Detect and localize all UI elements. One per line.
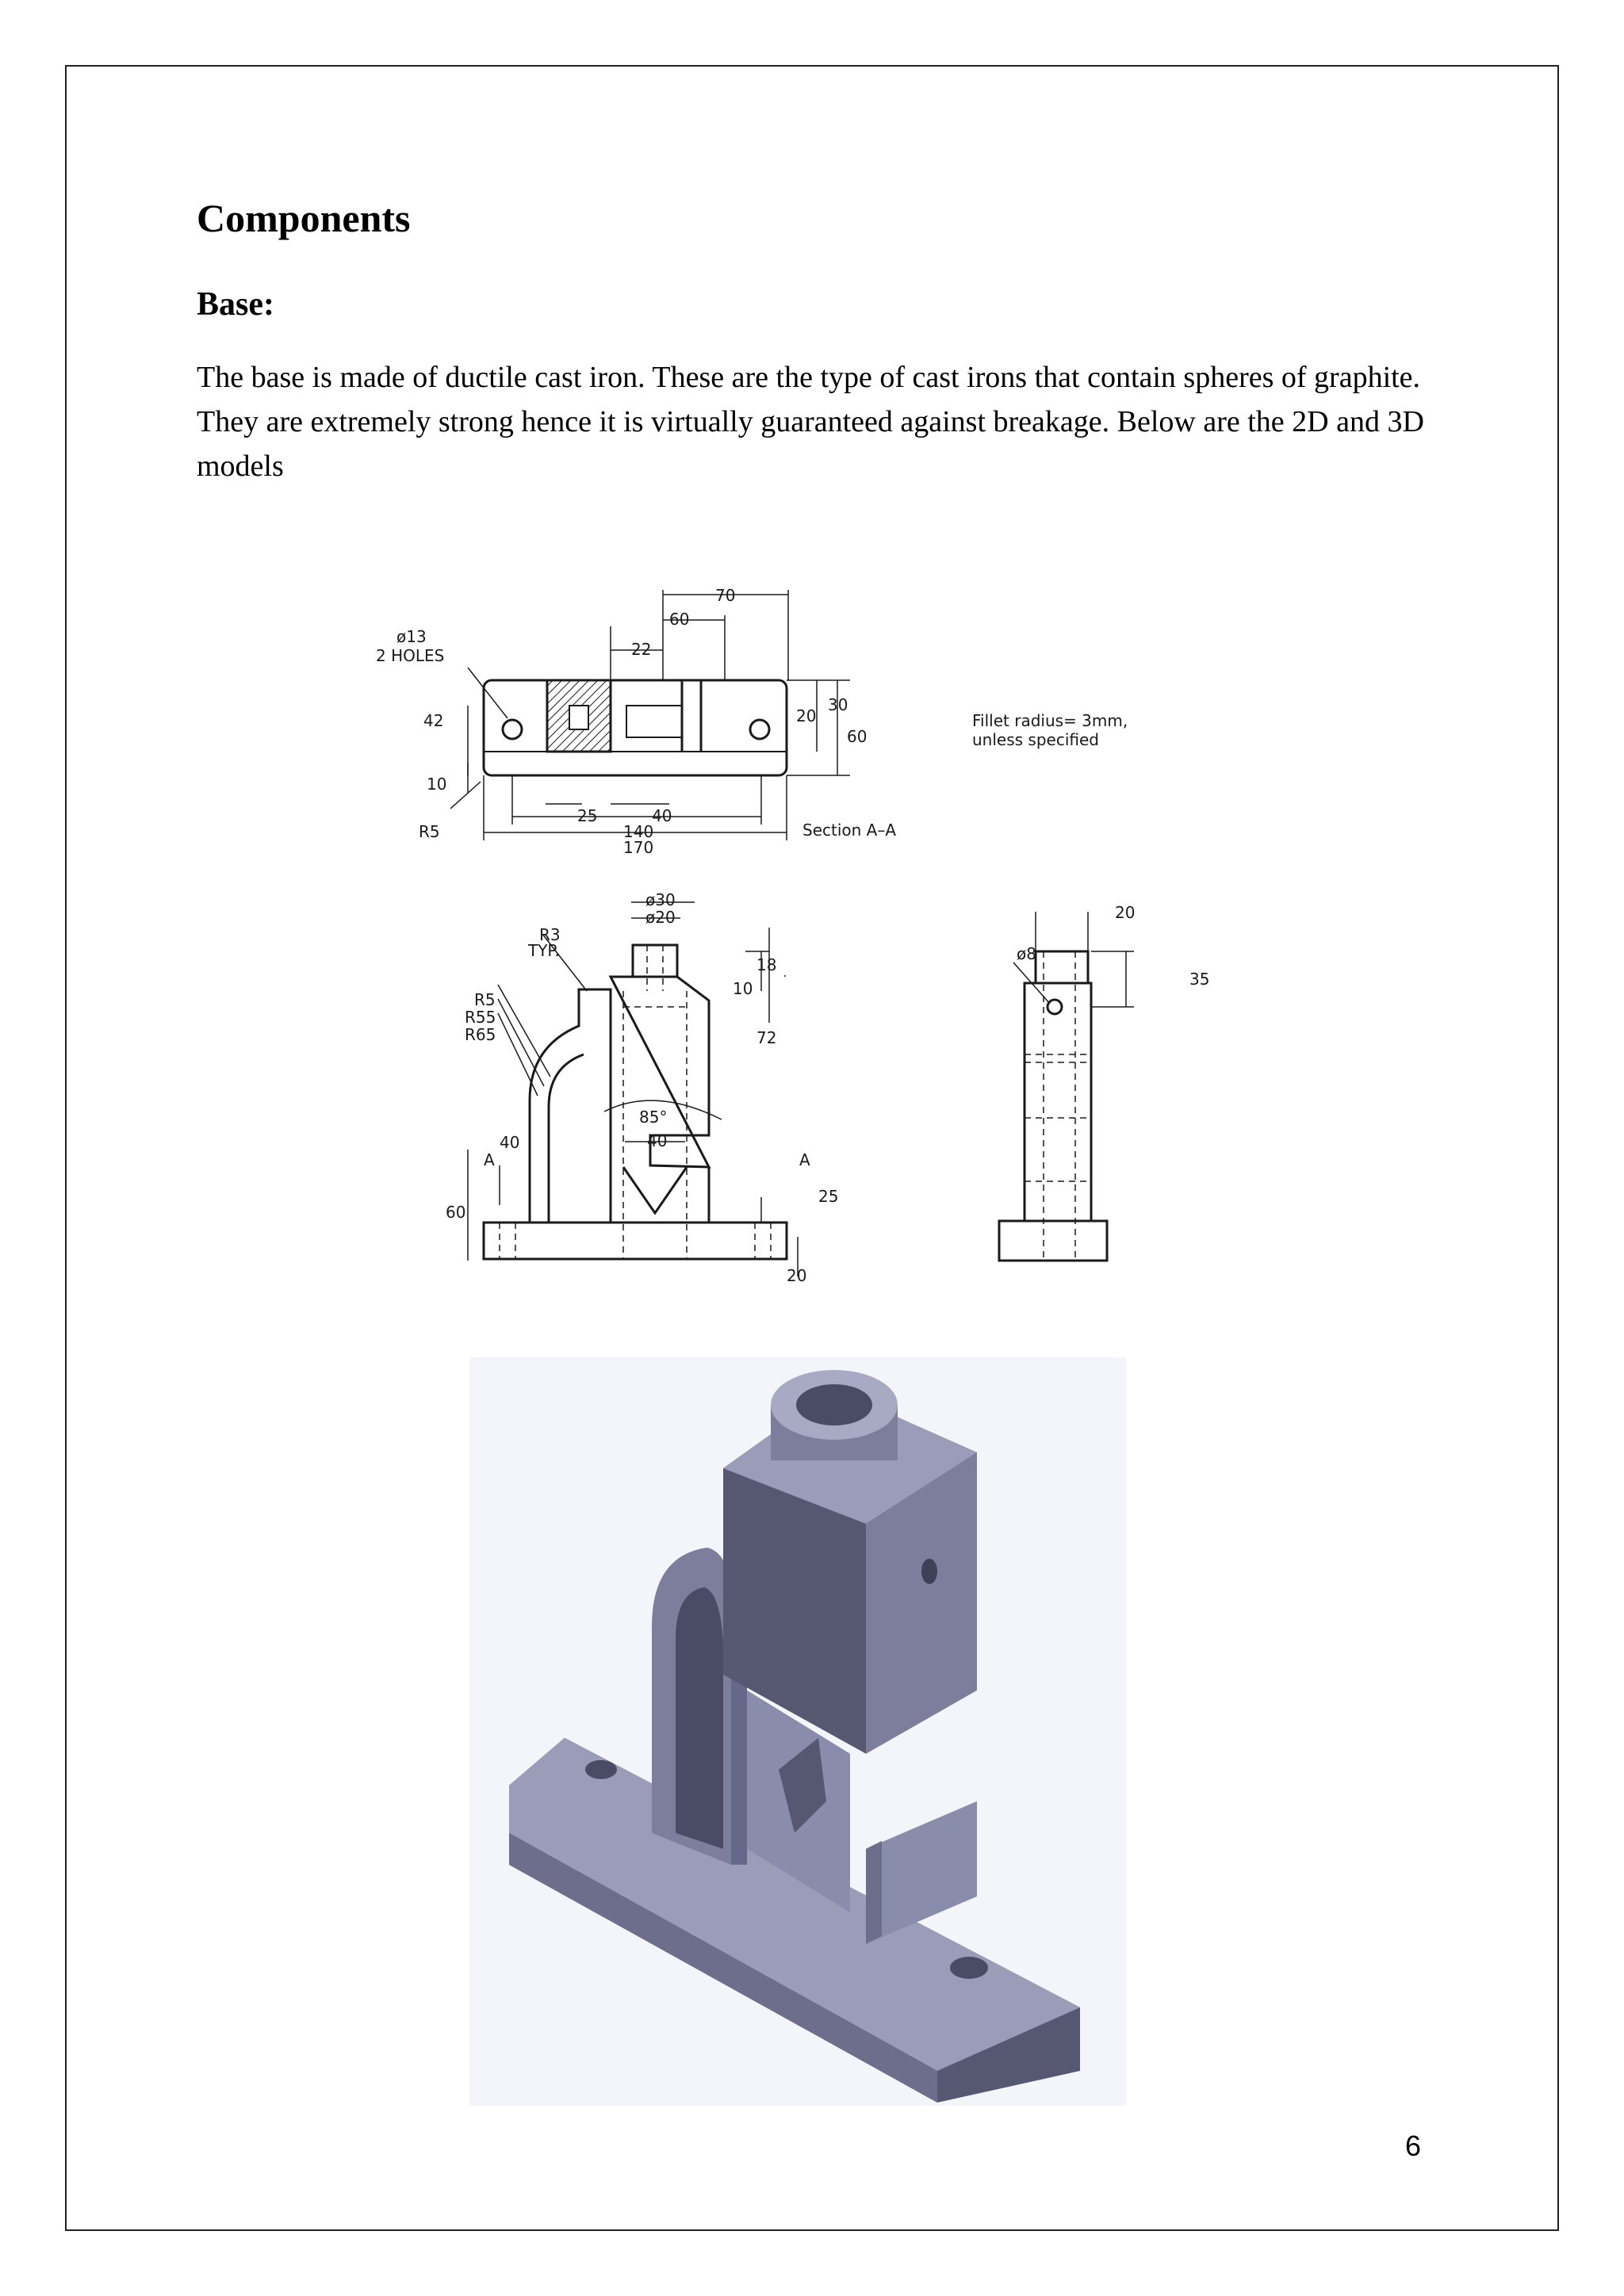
front-base [484,1223,787,1259]
page-number: 6 [1405,2130,1422,2162]
front-arch-outer [530,989,611,1223]
dim-40: 40 [652,806,672,825]
dim-25: 25 [577,806,598,825]
side-dia-8: ø8 [1017,944,1036,963]
engineering-drawing [349,579,1253,1308]
dia-20: ø20 [645,908,676,927]
dim-170: 170 [623,838,654,857]
dia-30: ø30 [645,890,676,909]
dim-40-left: 40 [500,1133,520,1152]
section-heading: Components [197,196,411,240]
radius-r5: R5 [419,822,440,841]
hole-dia-label: ø13 [396,627,427,646]
side-base [999,1221,1107,1261]
dim-30: 30 [828,695,848,714]
side-body [1025,983,1091,1221]
dim-42: 42 [423,711,444,730]
dim-70: 70 [715,586,736,605]
section-a-left: A [484,1150,495,1169]
section-label: Section A–A [802,821,897,840]
hole-count-label: 2 HOLES [376,646,445,665]
r5-label: R5 [474,990,496,1009]
hole-right [750,720,769,739]
dim-60-right: 60 [847,727,868,746]
3d-model-render [469,1357,1126,2106]
angle-85: 85° [639,1108,668,1127]
subsection-heading: Base: [197,286,274,323]
note-line-2: unless specified [972,730,1099,749]
body-paragraph: The base is made of ductile cast iron. These are the type of cast irons that contain spheres of graphite. They are extremely strong hence it is virtually guaranteed against breakage. Below are the 2D and 3D models [197,361,1424,483]
section-outline [484,680,787,775]
side-dim-20: 20 [1115,903,1136,922]
dim-40-mid: 40 [647,1131,668,1150]
dim-20: 20 [796,706,817,725]
section-a-right: A [799,1150,810,1169]
r3-label: R3 [539,925,561,944]
dim-25-front: 25 [818,1187,839,1206]
dim-60-top: 60 [669,610,690,629]
dim-10: 10 [427,775,447,794]
r55-label: R55 [465,1008,496,1027]
dim-22: 22 [631,640,652,659]
typ-label: TYP. [528,941,560,960]
hole-left [503,720,522,739]
dim-18: 18 [756,955,777,974]
dim-140: 140 [623,822,654,841]
dim-20-front: 20 [787,1266,807,1285]
side-dim-35: 35 [1189,970,1210,989]
note-line-1: Fillet radius= 3mm, [972,711,1128,730]
r65-label: R65 [465,1025,496,1044]
dim-60-front: 60 [446,1203,466,1222]
dim-10-front: 10 [733,979,753,998]
drawing-svg [349,579,1253,1308]
dim-72: 72 [756,1028,777,1047]
